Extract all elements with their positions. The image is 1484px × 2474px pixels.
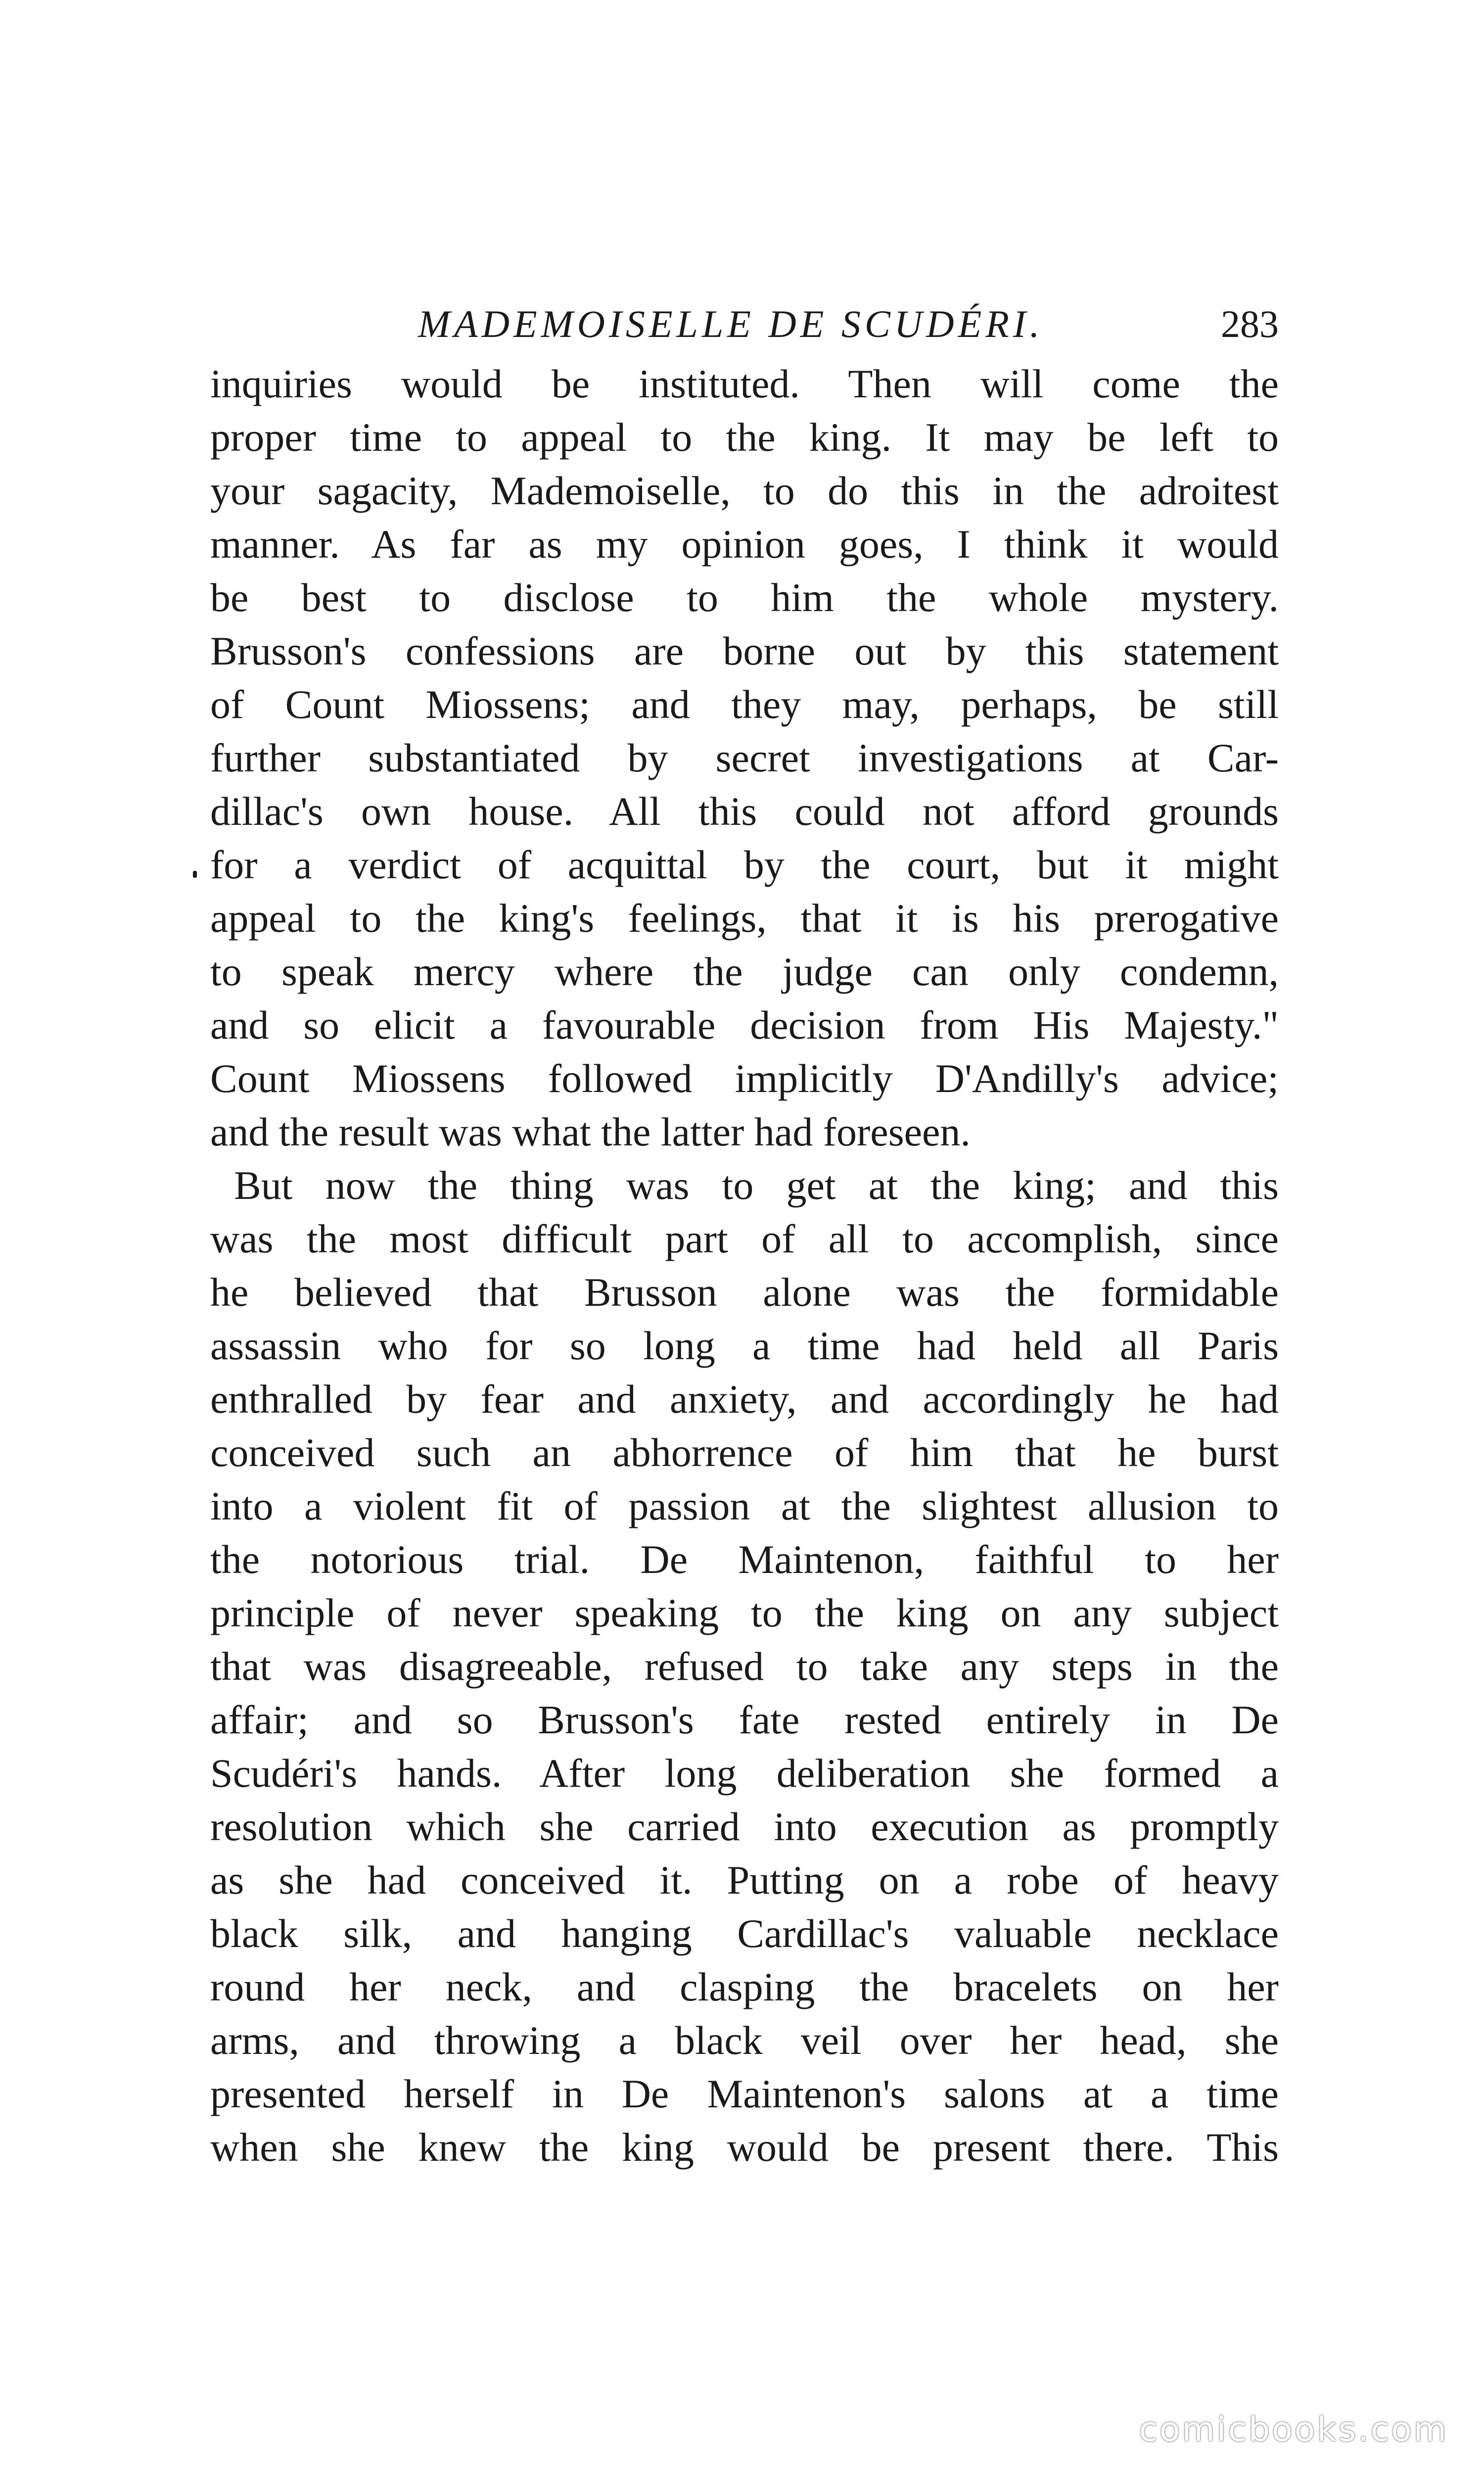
text-line: principle of never speaking to the king on any subject	[210, 1590, 1279, 1635]
text-line: was the most difficult part of all to accomplish, since	[210, 1216, 1279, 1261]
text-line: and the result was what the latter had foreseen.	[210, 1109, 971, 1154]
text-line: round her neck, and clasping the bracelets on her	[210, 1964, 1279, 2009]
text-line: when she knew the king would be present there. This	[210, 2125, 1279, 2170]
text-line: Scudéri's hands. After long deliberation she formed a	[210, 1751, 1279, 1796]
text-line: Brusson's confessions are borne out by this statement	[210, 628, 1279, 673]
text-line: into a violent fit of passion at the slightest allusion to	[210, 1483, 1279, 1528]
text-line: be best to disclose to him the whole mystery.	[210, 575, 1279, 620]
page-header	[210, 297, 1279, 351]
text-line: to speak mercy where the judge can only condemn,	[210, 949, 1279, 994]
text-line: dillac's own house. All this could not afford grounds	[210, 789, 1279, 834]
text-line: enthralled by fear and anxiety, and accordingly he had	[210, 1377, 1279, 1422]
text-line: resolution which she carried into execution as promptly	[210, 1804, 1279, 1849]
text-line: Count Miossens followed implicitly D'Andilly's advice;	[210, 1056, 1279, 1101]
text-line: proper time to appeal to the king. It may be left to	[210, 415, 1279, 460]
site-watermark: comicbooks.com	[1139, 2410, 1448, 2449]
text-line: as she had conceived it. Putting on a robe of heavy	[210, 1857, 1279, 1903]
text-line: manner. As far as my opinion goes, I think it would	[210, 522, 1279, 567]
text-line: the notorious trial. De Maintenon, faithful to her	[210, 1537, 1279, 1582]
text-line: conceived such an abhorrence of him that he burst	[210, 1430, 1279, 1475]
text-line: appeal to the king's feelings, that it is his prerogative	[210, 896, 1279, 941]
running-title: MADEMOISELLE DE SCUDÉRI.	[418, 302, 1044, 345]
body-text	[210, 357, 1279, 2174]
text-line: he believed that Brusson alone was the formidable	[210, 1270, 1279, 1315]
margin-mark	[193, 871, 197, 878]
text-line: affair; and so Brusson's fate rested entirely in De	[210, 1697, 1279, 1742]
text-line: and so elicit a favourable decision from His Majesty."	[210, 1002, 1279, 1047]
text-line: of Count Miossens; and they may, perhaps, be still	[210, 682, 1279, 727]
text-line: your sagacity, Mademoiselle, to do this in the adroitest	[210, 468, 1279, 513]
text-line: inquiries would be instituted. Then will come the	[210, 361, 1279, 406]
text-line: assassin who for so long a time had held all Paris	[210, 1323, 1279, 1368]
text-line: black silk, and hanging Cardillac's valuable necklace	[210, 1911, 1279, 1956]
text-line: further substantiated by secret investigations at Car-	[210, 735, 1279, 780]
text-line: But now the thing was to get at the king; and this	[234, 1163, 1279, 1208]
text-line: presented herself in De Maintenon's salons at a time	[210, 2071, 1279, 2116]
text-line: for a verdict of acquittal by the court, but it might	[210, 842, 1279, 887]
page-number: 283	[1221, 302, 1279, 345]
text-line: arms, and throwing a black veil over her head, she	[210, 2018, 1279, 2063]
text-line: that was disagreeable, refused to take any steps in the	[210, 1644, 1279, 1689]
